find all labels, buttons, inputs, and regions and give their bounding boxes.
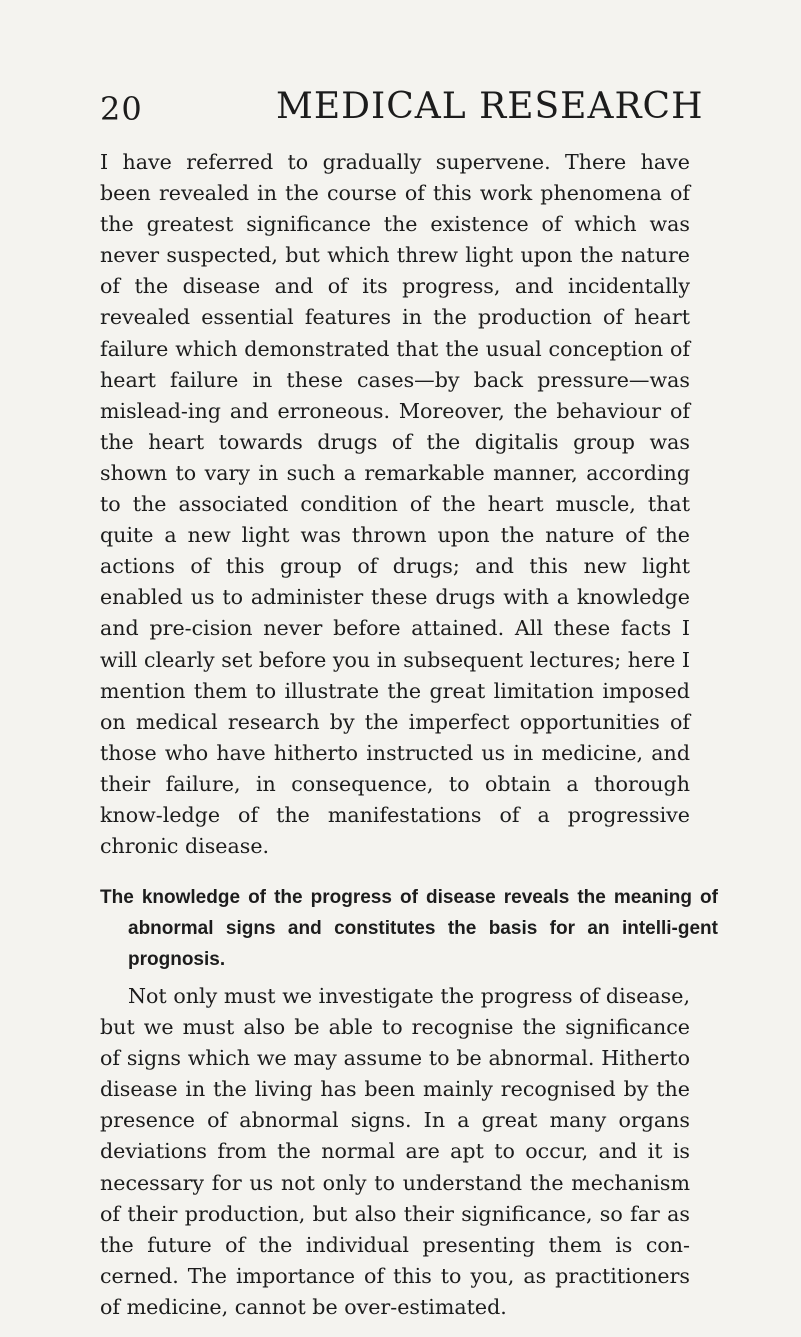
running-head: MEDICAL RESEARCH <box>276 86 704 127</box>
paragraph-1: I have referred to gradually supervene. There have been revealed in the course of this work phenomena of the greatest significance the existence of which was never suspected, but which threw light upon the nature of the disease and of its progress, and incidentally revealed essential features in the production of heart failure which demonstrated that the usual conception of heart failure in these cases—by back pressure—was mislead-ing and erroneous. Moreover, the behaviour of the heart towards drugs of the digitalis group was shown to vary in such a remarkable manner, according to the associated condition of the heart muscle, that quite a new light was thrown upon the nature of the actions of this group of drugs; and this new light enabled us to administer these drugs with a knowledge and pre-cision never before attained. All these facts I will clearly set before you in subsequent lectures; here I mention them to illustrate the great limitation imposed on medical research by the imperfect opportunities of those who have hitherto instructed us in medicine, and their failure, in consequence, to obtain a thorough know-ledge of the manifestations of a progressive chronic disease. <box>100 150 690 859</box>
main-text <box>100 147 690 862</box>
paragraph-2: Not only must we investigate the progress of disease, but we must also be able to recognise the significance of signs which we may assume to be abnormal. Hitherto disease in the living has been mainly recognised by the presence of abnormal signs. In a great many organs deviations from the normal are apt to occur, and it is necessary for us not only to understand the mechanism of their production, but also their significance, so far as the future of the individual presenting them is con-cerned. The importance of this to you, as practitioners of medicine, cannot be over-estimated. <box>100 984 690 1319</box>
section-heading: The knowledge of the progress of disease reveals the meaning of abnormal signs and constitutes the basis for an intelli-gent prognosis. <box>100 887 718 970</box>
page-header <box>0 86 801 130</box>
page-number: 20 <box>100 90 143 128</box>
main-text-2 <box>100 981 690 1323</box>
